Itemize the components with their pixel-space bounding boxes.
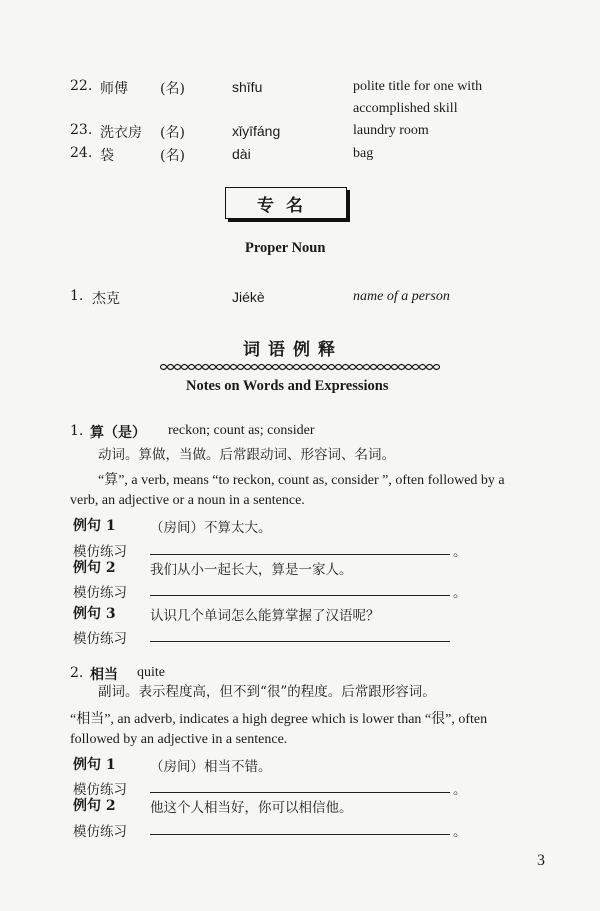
practice-period: 。 bbox=[453, 585, 467, 601]
example-sentence: 他这个人相当好，你可以相信他。 bbox=[150, 800, 353, 816]
vocab-meaning: bag bbox=[353, 146, 374, 161]
practice-label: 模仿练习 bbox=[73, 585, 127, 601]
vocab-number: 24. bbox=[70, 145, 93, 161]
note-number: 1. bbox=[70, 423, 84, 439]
practice-period: 。 bbox=[453, 782, 467, 798]
practice-period: 。 bbox=[453, 544, 467, 560]
example-label: 例句 1 bbox=[73, 757, 116, 773]
practice-blank[interactable] bbox=[150, 834, 450, 835]
vocab-number: 22. bbox=[70, 78, 93, 94]
example-sentence: 我们从小一起长大，算是一家人。 bbox=[150, 562, 353, 578]
note-term: 相当 bbox=[90, 667, 118, 683]
notes-subtitle: Notes on Words and Expressions bbox=[186, 378, 389, 394]
practice-period: 。 bbox=[453, 824, 467, 840]
example-label: 例句 2 bbox=[73, 560, 116, 576]
page-number: 3 bbox=[537, 852, 545, 869]
practice-label: 模仿练习 bbox=[73, 782, 127, 798]
vocab-meaning: polite title for one with bbox=[353, 79, 483, 94]
example-label: 例句 1 bbox=[73, 518, 116, 534]
practice-blank[interactable] bbox=[150, 554, 450, 555]
proper-word: 杰克 bbox=[92, 291, 120, 307]
note-number: 2. bbox=[70, 665, 84, 681]
vocab-pinyin: shīfu bbox=[232, 79, 263, 95]
vocab-pos: (名) bbox=[160, 81, 185, 97]
vocab-meaning: laundry room bbox=[353, 123, 429, 138]
practice-label: 模仿练习 bbox=[73, 631, 127, 647]
example-label: 例句 2 bbox=[73, 798, 116, 814]
practice-label: 模仿练习 bbox=[73, 544, 127, 560]
vocab-pinyin: dài bbox=[232, 146, 251, 162]
proper-noun-subtitle: Proper Noun bbox=[245, 240, 326, 256]
note-gloss: reckon; count as; consider bbox=[168, 423, 315, 438]
note-en-description: “相当”, an adverb, indicates a high degree which is lower than “很”, often bbox=[70, 712, 488, 727]
example-sentence: 认识几个单词怎么能算掌握了汉语呢？ bbox=[150, 608, 380, 624]
notes-title: 词语例释 bbox=[243, 340, 343, 360]
vocab-word: 洗衣房 bbox=[100, 125, 142, 141]
example-sentence: （房间）相当不错。 bbox=[150, 759, 272, 775]
practice-blank[interactable] bbox=[150, 595, 450, 596]
wave-divider bbox=[160, 362, 440, 372]
vocab-number: 23. bbox=[70, 122, 93, 138]
vocab-word: 袋 bbox=[100, 148, 114, 164]
vocab-pinyin: xǐyīfáng bbox=[232, 123, 281, 139]
vocab-meaning-cont: accomplished skill bbox=[353, 101, 458, 116]
note-gloss: quite bbox=[137, 665, 165, 680]
note-cn-description: 动词。算做，当做。后常跟动词、形容词、名词。 bbox=[98, 447, 395, 463]
practice-blank[interactable] bbox=[150, 641, 450, 642]
proper-meaning: name of a person bbox=[353, 289, 450, 304]
note-cn-description: 副词。表示程度高，但不到“很”的程度。后常跟形容词。 bbox=[98, 684, 436, 700]
note-en-description-cont: followed by an adjective in a sentence. bbox=[70, 732, 288, 747]
example-sentence: （房间）不算太大。 bbox=[150, 520, 272, 536]
practice-label: 模仿练习 bbox=[73, 824, 127, 840]
note-term: 算（是） bbox=[90, 425, 146, 441]
proper-pinyin: Jiékè bbox=[232, 289, 265, 305]
vocab-word: 师傅 bbox=[100, 81, 128, 97]
vocab-pos: (名) bbox=[160, 148, 185, 164]
practice-blank[interactable] bbox=[150, 792, 450, 793]
proper-number: 1. bbox=[70, 288, 84, 304]
note-en-description: “算”, a verb, means “to reckon, count as, consider ”, often followed by a bbox=[98, 473, 505, 488]
vocab-pos: (名) bbox=[160, 125, 185, 141]
proper-noun-box-title: 专名 bbox=[225, 187, 347, 219]
example-label: 例句 3 bbox=[73, 606, 116, 622]
note-en-description-cont: verb, an adjective or a noun in a sentence. bbox=[70, 493, 305, 508]
